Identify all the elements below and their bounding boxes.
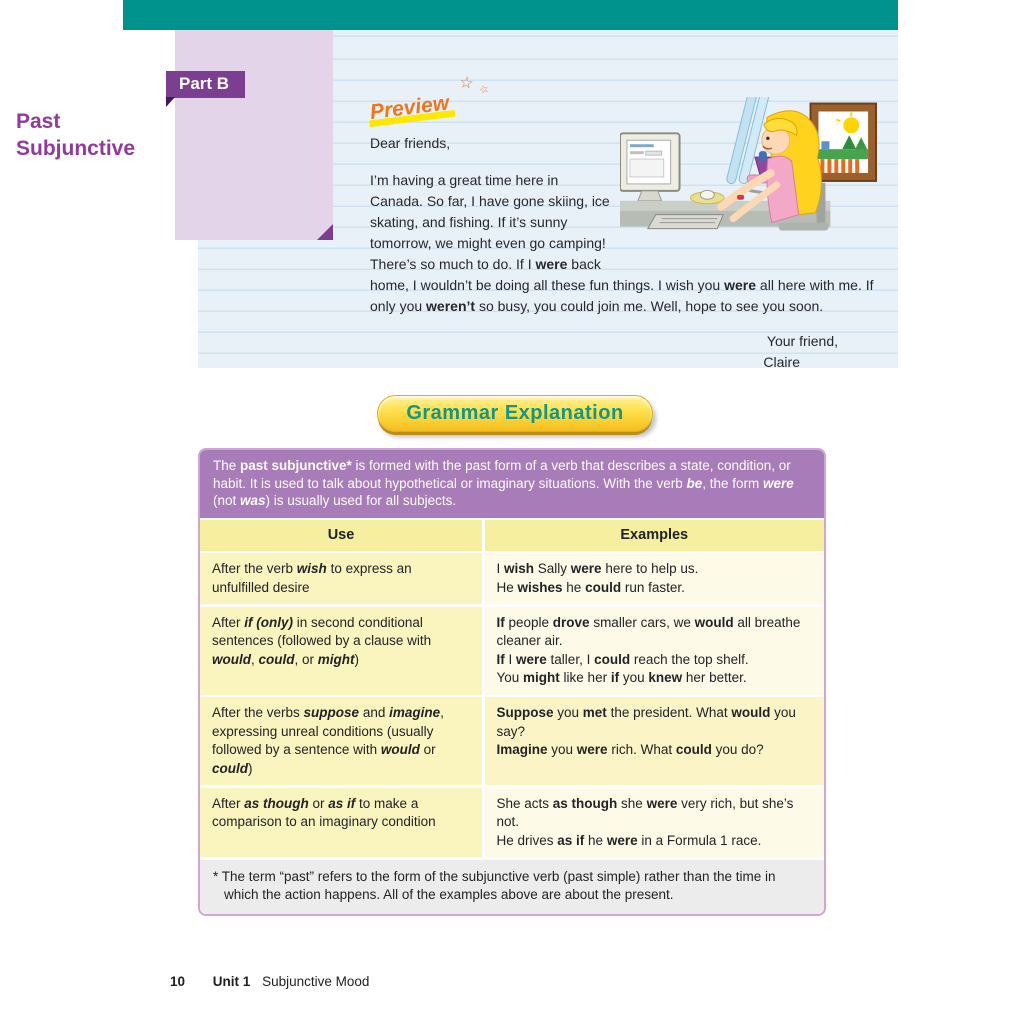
letter-body: I’m having a great time here in Canada. So far, I have gone skiing, ice skating, and fishing. If it’s sunny tomorrow, we might even go camping! There’s so much to do. If I were back home, I wouldn’t be doing all these fun things. I wish you were all here with me. If only you weren’t so busy, you could join me. Well, hope to see you soon. [370, 172, 874, 314]
chapter-title-line2: Subjunctive [16, 137, 136, 160]
table-row-2-use: After if (only) in second conditional sentences (followed by a clause with would, could, or might) [200, 607, 482, 695]
table-row-1-use: After the verb wish to express an unfulfilled desire [200, 553, 482, 604]
letter-signature: Claire [763, 354, 800, 370]
grammar-explanation-box [198, 448, 826, 916]
star-icon: ☆ [477, 82, 491, 98]
panel-fold-corner [317, 224, 333, 240]
table-row-4-use: After as though or as if to make a comparison to an imaginary condition [200, 788, 482, 858]
table-row-3-use: After the verbs suppose and imagine, expressing unreal conditions (usually followed by a sentence with would or could) [200, 697, 482, 785]
preview-letter [370, 95, 878, 373]
unit-label: Unit 1 [212, 974, 251, 989]
girl-at-computer-illustration [620, 97, 878, 249]
letter-signoff: Your friend, [766, 333, 838, 349]
chapter-side-panel [175, 30, 333, 240]
grammar-explanation-banner [377, 395, 653, 432]
column-header-examples: Examples [485, 520, 825, 551]
chapter-title [16, 108, 135, 162]
mouse-icon [690, 190, 724, 203]
keyboard-icon [648, 215, 723, 229]
table-row-3-examples: Suppose you met the president. What would you say? Imagine you were rich. What could you do? [485, 697, 825, 785]
column-header-use: Use [200, 520, 482, 551]
grammar-explanation-label: Grammar Explanation [406, 402, 624, 424]
table-row-1-examples: I wish Sally were here to help us. He wishes he could run faster. [485, 553, 825, 604]
table-row-4-examples: She acts as though she were very rich, but she’s not. He drives as if he were in a Formula 1 race. [485, 788, 825, 858]
star-icon: ☆ [458, 74, 475, 93]
top-banner [123, 0, 898, 30]
table-row-2-examples: If people drove smaller cars, we would all breathe cleaner air. If I were taller, I could reach the top shelf. You might like her if you knew her better. [485, 607, 825, 695]
explanation-intro: The past subjunctive* is formed with the past form of a verb that describes a state, condition, or habit. It is used to talk about hypothetical or imaginary situations. With the verb be, the form were (not was) is usually used for all subjects. [200, 450, 824, 518]
page-footer [170, 974, 369, 989]
part-label-fold [166, 97, 175, 107]
chapter-title-line1: Past [16, 110, 61, 133]
page-number: 10 [170, 974, 186, 989]
section-label: Subjunctive Mood [262, 974, 370, 989]
part-label: Part B [166, 71, 245, 98]
computer-monitor-icon [620, 133, 680, 200]
preview-label: Preview [367, 91, 456, 127]
grammar-table [200, 520, 824, 857]
letter-greeting: Dear friends, [370, 135, 451, 151]
table-footnote: * The term “past” refers to the form of the subjunctive verb (past simple) rather than the time in which the action happens. All of the examples above are about the present. [200, 860, 824, 914]
